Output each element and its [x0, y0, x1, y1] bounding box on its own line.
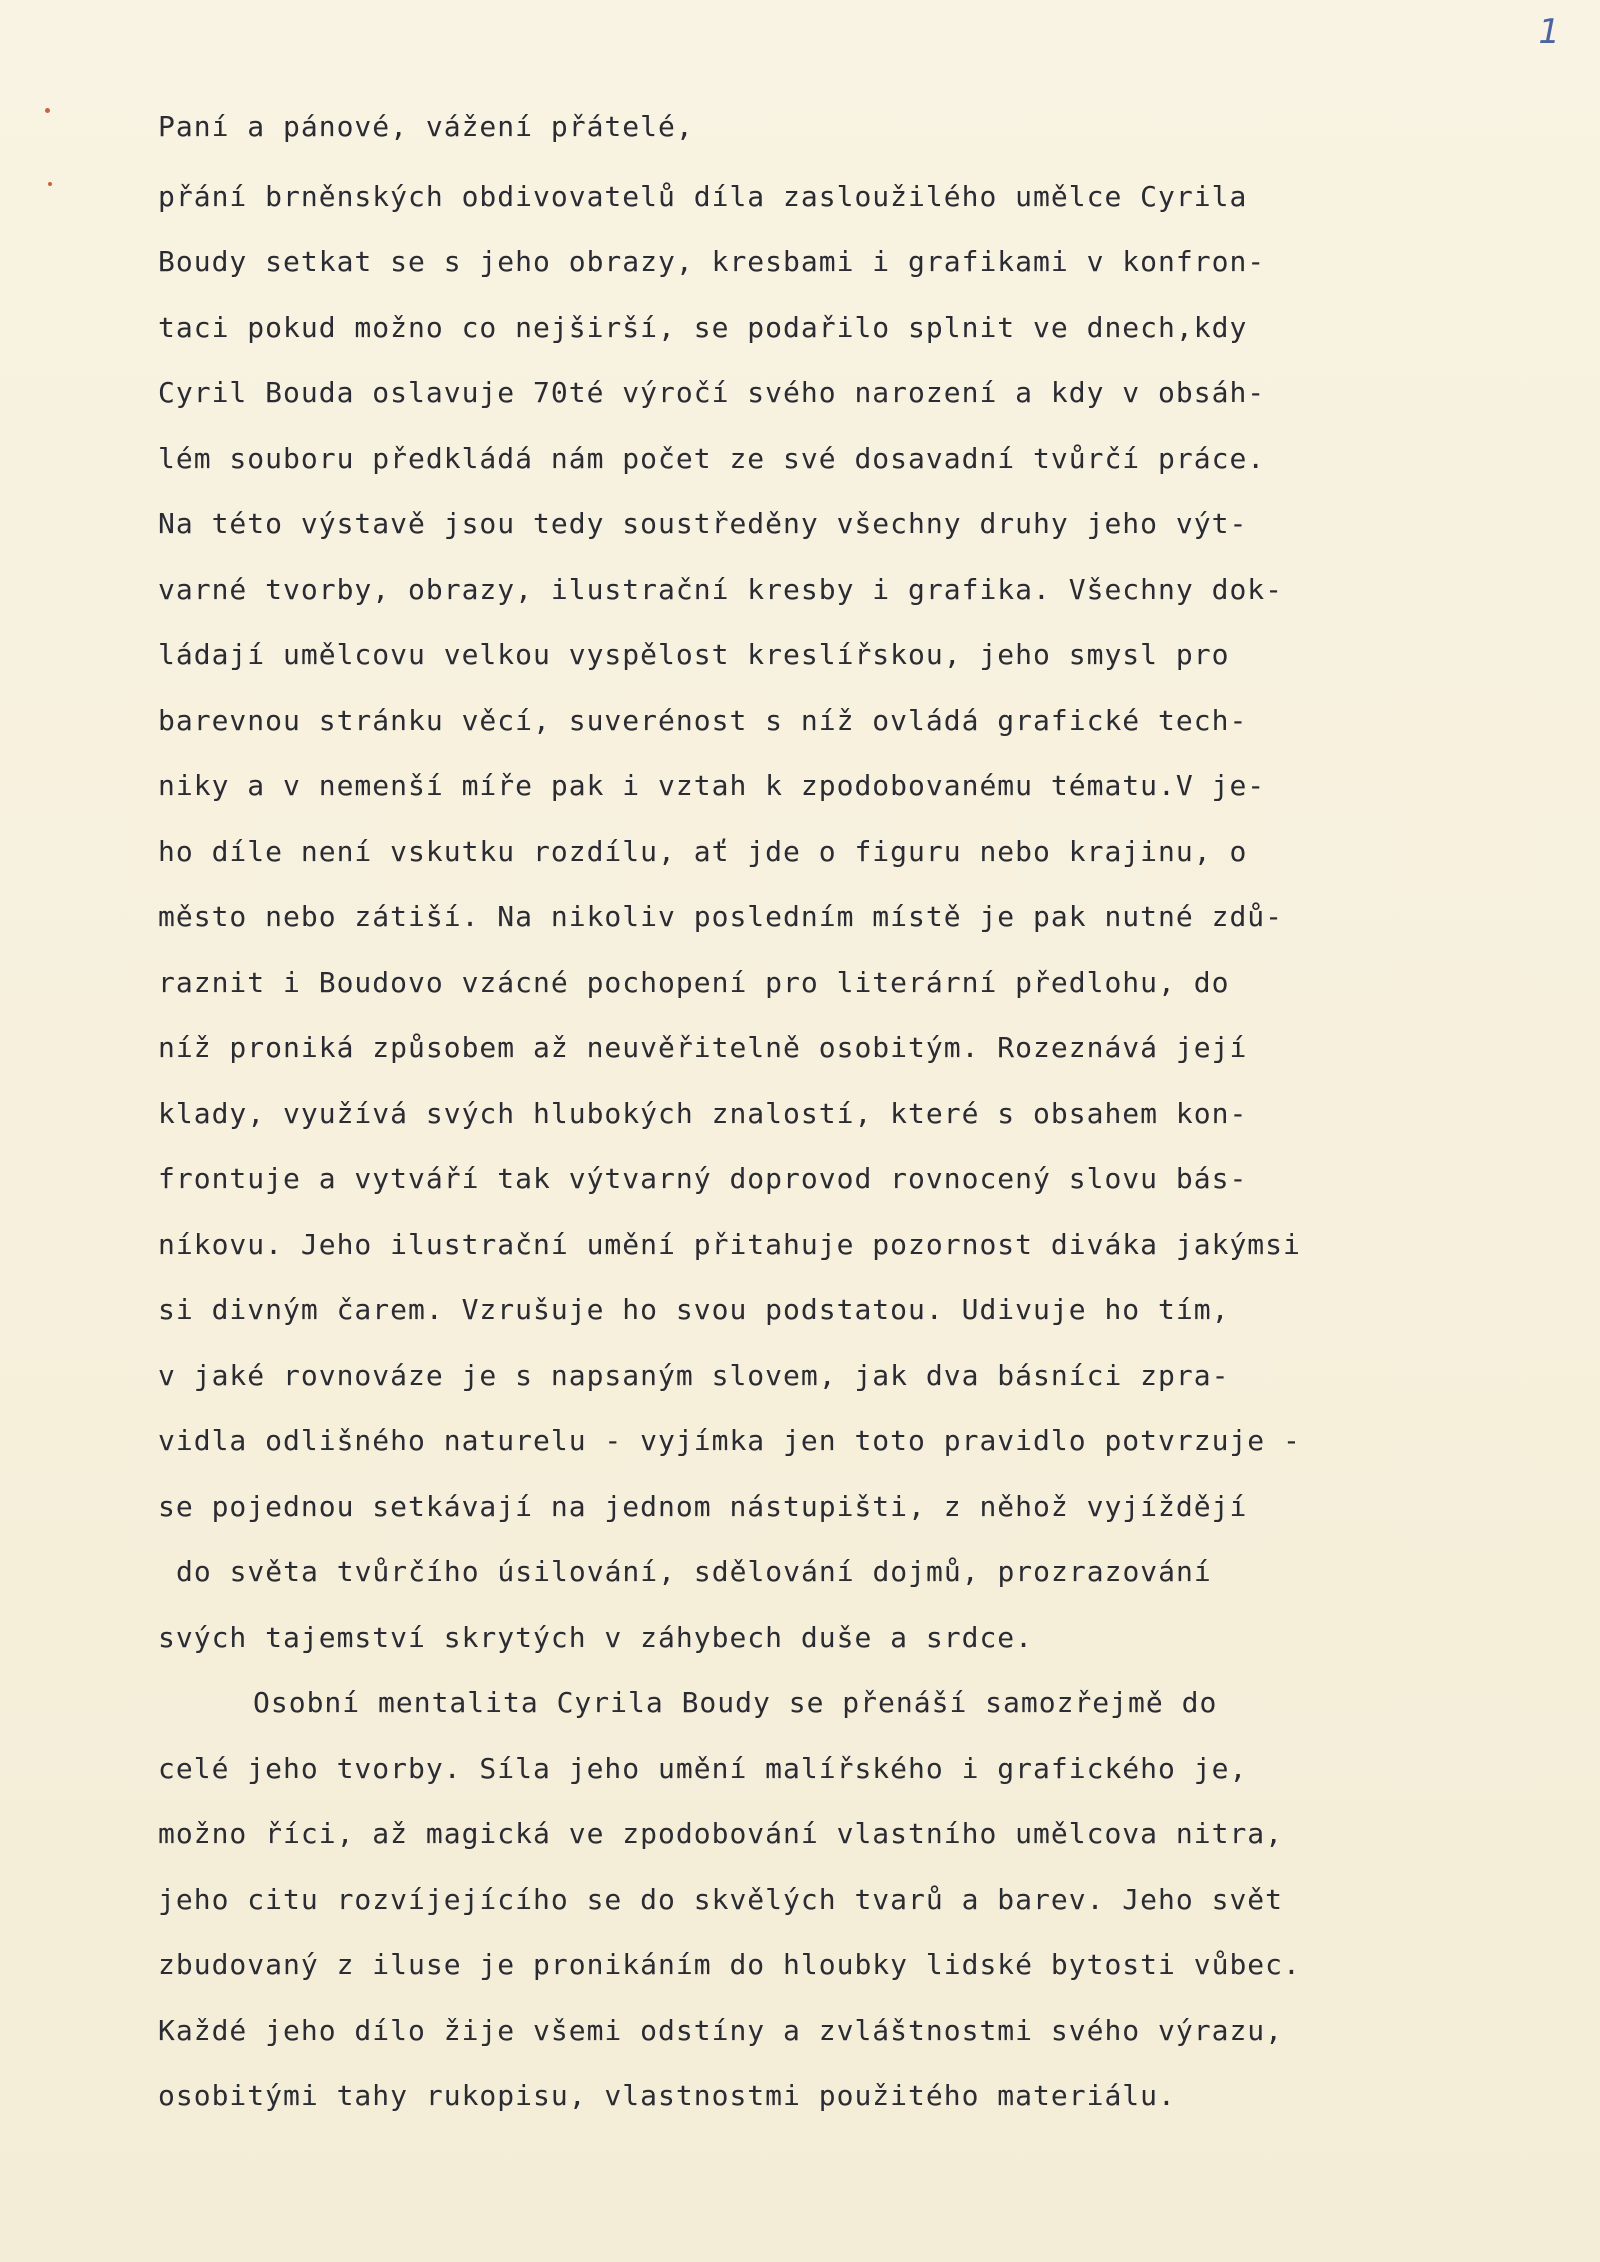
text-line: si divným čarem. Vzrušuje ho svou podstatou. Udivuje ho tím, — [158, 1293, 1230, 1326]
paper-speck — [45, 108, 50, 113]
text-line: město nebo zátiší. Na nikoliv posledním místě je pak nutné zdů- — [158, 900, 1284, 933]
text-line: varné tvorby, obrazy, ilustrační kresby i grafika. Všechny dok- — [158, 572, 1284, 606]
text-line: vidla odlišného naturelu - vyjímka jen toto pravidlo potvrzuje - — [158, 1424, 1301, 1457]
text-line: do světa tvůrčího úsilování, sdělování dojmů, prozrazování — [176, 1555, 1212, 1588]
text-line: barevnou stránku věcí, suverénost s níž ovládá grafické tech- — [158, 703, 1248, 737]
letter-body — [158, 94, 1458, 2129]
text-line: níkovu. Jeho ilustrační umění přitahuje pozornost diváka jakýmsi — [158, 1227, 1301, 1261]
text-line: osobitými tahy rukopisu, vlastnostmi použitého materiálu. — [158, 2079, 1176, 2112]
text-line: ládají umělcovu velkou vyspělost kreslířskou, jeho smysl pro — [158, 638, 1230, 671]
text-line: zbudovaný z iluse je pronikáním do hloubky lidské bytosti vůbec. — [158, 1948, 1301, 1981]
paper-speck — [48, 182, 52, 186]
text-line: Na této výstavě jsou tedy soustředěny všechny druhy jeho výt- — [158, 507, 1248, 540]
text-line: taci pokud možno co nejširší, se podařilo splnit ve dnech,kdy — [158, 310, 1248, 344]
text-line: svých tajemství skrytých v záhybech duše a srdce. — [158, 1620, 1034, 1654]
text-line: Každé jeho dílo žije všemi odstíny a zvláštnostmi svého výrazu, — [158, 2013, 1284, 2047]
text-line: v jaké rovnováze je s napsaným slovem, jak dva básníci zpra- — [158, 1358, 1230, 1392]
text-line: frontuje a vytváří tak výtvarný doprovod rovnocený slovu bás- — [158, 1162, 1248, 1195]
salutation: Paní a pánové, vážení přátelé, — [158, 110, 694, 143]
paragraph-1 — [158, 164, 1458, 1671]
text-line: jeho citu rozvíjejícího se do skvělých tvarů a barev. Jeho svět — [158, 1882, 1284, 1916]
text-line: Cyril Bouda oslavuje 70té výročí svého narození a kdy v obsáh- — [158, 376, 1266, 409]
text-line: Osobní mentalita Cyrila Boudy se přenáší samozřejmě do — [253, 1686, 1218, 1719]
text-line: lém souboru předkládá nám počet ze své dosavadní tvůrčí práce. — [158, 441, 1266, 475]
text-line: se pojednou setkávají na jednom nástupišti, z něhož vyjíždějí — [158, 1489, 1248, 1523]
text-line: přání brněnských obdivovatelů díla zasloužilého umělce Cyrila — [158, 179, 1248, 213]
text-line: celé jeho tvorby. Síla jeho umění malířského i grafického je, — [158, 1751, 1248, 1785]
paragraph-2 — [158, 1670, 1458, 2129]
page-number: 1 — [1538, 12, 1560, 52]
text-line: Boudy setkat se s jeho obrazy, kresbami i grafikami v konfron- — [158, 245, 1266, 278]
text-line: možno říci, až magická ve zpodobování vlastního umělcova nitra, — [158, 1817, 1284, 1850]
text-line: niky a v nemenší míře pak i vztah k zpodobovanému tématu.V je- — [158, 769, 1266, 802]
text-line: klady, využívá svých hlubokých znalostí, které s obsahem kon- — [158, 1096, 1248, 1130]
text-line: ho díle není vskutku rozdílu, ať jde o figuru nebo krajinu, o — [158, 834, 1248, 868]
text-line: raznit i Boudovo vzácné pochopení pro literární předlohu, do — [158, 965, 1230, 999]
text-line: níž proniká způsobem až neuvěřitelně osobitým. Rozeznává její — [158, 1031, 1248, 1064]
